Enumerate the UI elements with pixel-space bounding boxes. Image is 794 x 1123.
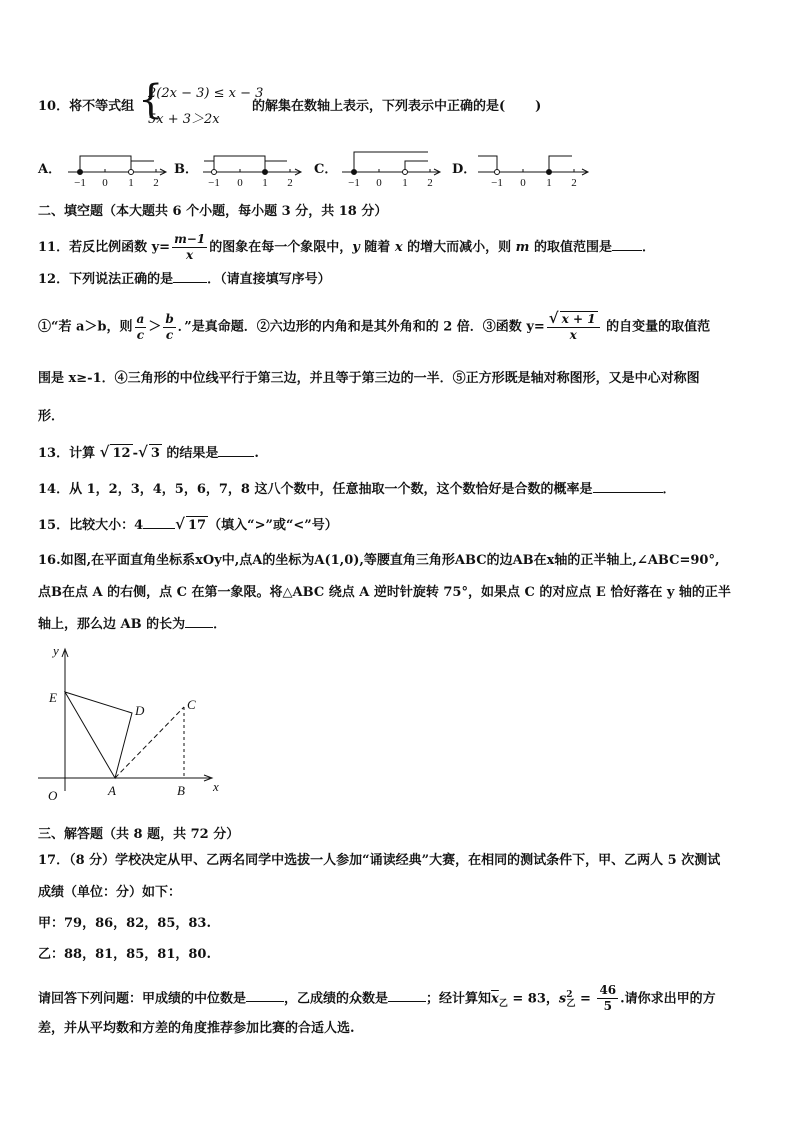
q10-option-d-label: D． [452,162,477,177]
q10-option-b-label: B． [174,162,198,177]
q17-text: .请你求出甲的方 [620,991,716,1007]
brace-icon: { [138,77,164,123]
label-e: E [49,690,57,705]
triangle-aed [65,692,132,778]
tick-label: 2 [571,177,577,189]
section3-heading: 三、解答题（共 8 题，共 72 分） [38,827,240,842]
q17-text: ，乙成绩的众数是 [284,991,389,1007]
fraction-b-over-c [163,312,175,343]
segment-ac [115,707,184,778]
q12-text: 的自变量的取值范 [601,319,711,335]
q17-yi-scores: 乙：88，81，85，81，80. [38,947,211,962]
q14-text: 14．从 1，2，3，4，5，6，7，8 这八个数中，任意抽取一个数，这个数恰好是合数的概率是 [38,482,593,497]
fraction-sqrt-over-x [547,311,600,343]
q11-line [38,232,655,263]
q13-end: . [254,446,259,461]
q10-suffix-line [252,98,541,116]
q17-line5 [38,981,716,1018]
answer-blank[interactable] [143,516,175,529]
greater-than: ＞ [148,319,162,335]
variance-symbol: s [558,991,567,1007]
tick-label: 1 [128,177,134,189]
q10-suffix: 的解集在数轴上表示，下列表示中正确的是( [252,99,506,114]
answer-blank[interactable] [612,238,642,251]
frac-numerator: b [165,311,174,326]
q11-text: 的增大而减小，则 [402,240,516,255]
q14-end: ． [662,482,676,497]
tick-label: 1 [402,177,408,189]
tick-label: 2 [153,177,159,189]
q12-title [38,270,331,289]
q11-text: 的取值范围是 [529,240,612,255]
q11-fraction [172,232,207,263]
q12-statement-line2: 围是 x≥-1．④三角形的中位线平行于第三边，并且等于第三边的一半．⑤正方形既是轴对称图形，又是中心对称图 [38,371,700,386]
q14-line [38,480,676,499]
q16-line2: 点B在点 A 的右侧，点 C 在第一象限。将△ABC 绕点 A 逆时针旋转 75°，如果点 C 的对应点 E 恰好落在 y 轴的正半 [38,585,731,600]
tick-label: 1 [546,177,552,189]
label-a: A [108,783,116,798]
q10-line [38,98,134,116]
frac-denominator: x [186,248,194,262]
sqrt-body: 17 [188,518,207,533]
q11-text: 11．若反比例函数 y= [38,240,171,255]
q17-text: = [575,991,596,1007]
number-line-d [478,156,588,175]
answer-blank[interactable] [593,480,663,493]
frac-numerator: m−1 [174,232,206,246]
sqrt-icon: √ [137,443,148,461]
frac-denominator: c [165,327,174,342]
number-line-b [203,156,301,175]
sqrt-icon: √ [99,443,110,461]
q13-text: 的结果是 [161,446,219,461]
q17-text: 请回答下列问题：甲成绩的中位数是 [38,991,247,1007]
q12-text: ①“若 a＞b，则 [38,319,133,335]
var-x: x [394,240,403,255]
minus-sign: - [132,446,138,461]
subscript-yi: 乙 [566,998,576,1009]
label-y: y [53,643,59,658]
tick-label: 2 [427,177,433,189]
var-m: m [515,240,530,255]
q10-option-c-label: C． [314,162,338,177]
sqrt-icon: √ [175,515,185,533]
tick-label: 2 [287,177,293,189]
sqrt-body: 12 [112,446,131,461]
q11-end: ． [641,240,655,255]
q17-text: = 83， [507,991,559,1007]
frac-denominator: 5 [603,999,612,1014]
q16-line3 [38,615,226,634]
tick-label: 0 [520,177,526,189]
var-y: y [352,240,360,255]
frac-numerator: a [136,311,145,326]
label-c: C [187,697,196,712]
q10-option-a-label: A． [38,162,62,177]
answer-blank[interactable] [388,989,426,1002]
tick-label: −1 [208,177,220,189]
tick-label: 0 [376,177,382,189]
q15-text: 15．比较大小：4 [38,518,144,533]
mean-symbol: $\overline{x}$ [491,991,499,1007]
q10-ineq2: 5x + 3＞2x [148,112,220,127]
q12-statement-line1 [38,311,710,343]
q15-line [38,515,338,535]
q17-line2: 成绩（单位：分）如下： [38,885,182,900]
answer-blank[interactable] [185,615,213,628]
q10-ineq1: 2(2x − 3) ≤ x − 3 [148,86,264,101]
subscript-yi: 乙 [498,998,508,1009]
tick-label: 0 [237,177,243,189]
label-b: B [177,783,185,798]
label-d: D [135,703,145,718]
superscript-2: 2 [566,990,573,1000]
q16-figure [34,643,234,813]
q17-text: ；经计算知 [426,991,492,1007]
q13-text: 13．计算 [38,446,100,461]
sqrt-body: x + 1 [561,312,596,326]
q10-number-lines [0,150,794,210]
section2-heading: 二、填空题（本大题共 6 个小题，每小题 3 分，共 18 分） [38,204,388,219]
tick-label: −1 [491,177,503,189]
frac-numerator [547,311,600,328]
answer-blank[interactable] [173,270,207,283]
q16-text: 轴上，那么边 AB 的长为 [38,617,186,632]
q11-text: 的图象在每一个象限中， [209,240,353,255]
tick-label: −1 [348,177,360,189]
tick-label: −1 [74,177,86,189]
fraction-46-over-5 [597,983,618,1014]
q17-line1: 17．（8 分）学校决定从甲、乙两名同学中选拔一人参加“诵读经典”大赛，在相同的测试条件下，甲、乙两人 5 次测试 [38,853,721,868]
q13-line [38,443,259,463]
q10-prefix: 将不等式组 [69,99,135,114]
q11-text: 随着 [359,240,395,255]
number-line-a [68,156,166,175]
sqrt-icon: √ [548,309,559,327]
answer-blank[interactable] [218,444,254,457]
frac-denominator: c [136,327,145,342]
q10-number: 10． [38,99,70,114]
q12-text: ．”是真命题．②六边形的内角和是其外角和的 2 倍．③函数 y= [177,319,545,335]
tick-label: 1 [262,177,268,189]
frac-denominator: x [569,328,577,342]
sqrt-body: 3 [150,446,160,461]
q15-text: （填入“>”或“<”号） [208,518,338,533]
answer-blank[interactable] [246,989,284,1002]
q12-title-text: 12．下列说法正确的是 [38,272,174,287]
q12-title-end: ．（请直接填写序号） [207,272,331,287]
q17-jia-scores: 甲：79，86，82，85，83. [38,916,211,931]
tick-label: 0 [102,177,108,189]
q10-close: ) [535,99,542,114]
number-line-c [342,152,440,175]
q17-line6: 差，并从平均数和方差的角度推荐参加比赛的合适人选. [38,1021,355,1036]
frac-numerator: 46 [599,983,617,998]
q16-line1: 16.如图,在平面直角坐标系xOy中,点A的坐标为A(1,0),等腰直角三角形ABC的边AB在x轴的正半轴上,∠ABC=90°, [38,553,720,568]
fraction-a-over-c [135,312,147,343]
q16-end: ． [213,617,227,632]
label-o: O [48,788,58,803]
q12-statement-line3: 形． [38,409,65,424]
label-x: x [213,779,219,794]
